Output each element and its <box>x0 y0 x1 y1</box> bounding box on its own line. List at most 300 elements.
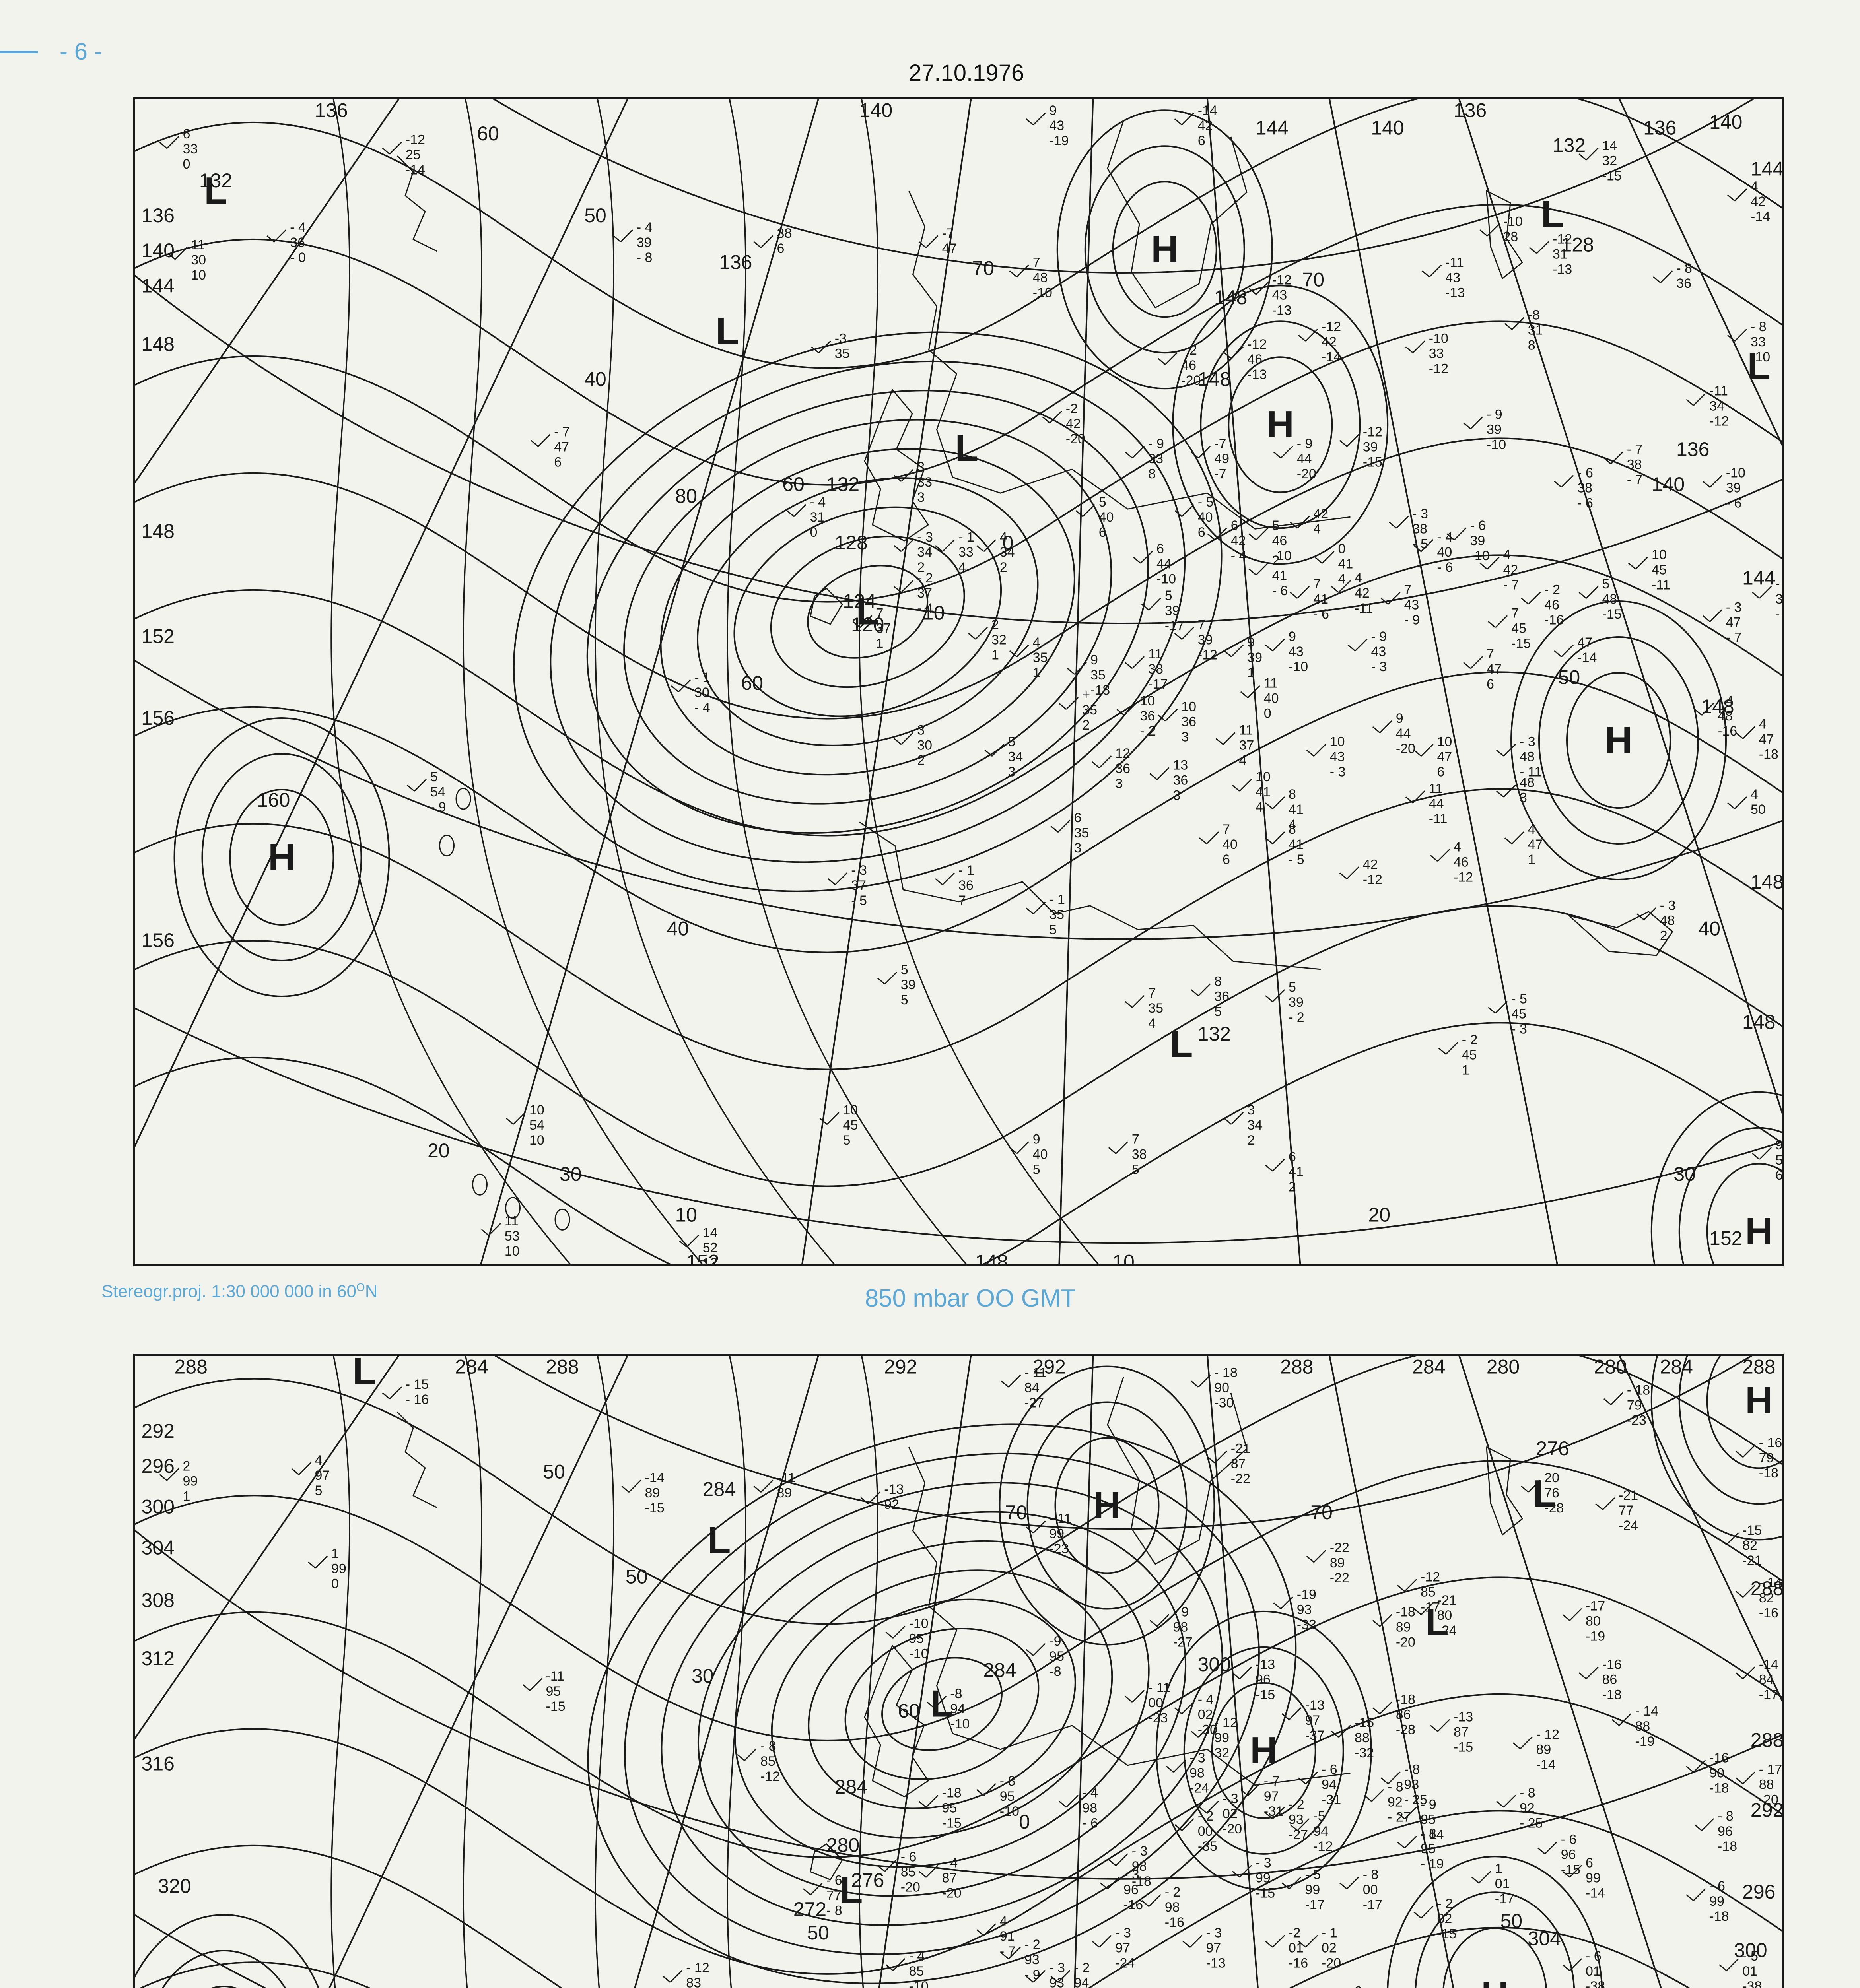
wind-barb <box>1174 1760 1186 1772</box>
station-plot <box>1026 1634 1064 1679</box>
station-value: -11 <box>546 1668 565 1684</box>
station-plot <box>1125 436 1164 481</box>
low-pressure-marker: L <box>930 1682 954 1725</box>
wind-barb <box>1182 113 1194 125</box>
station-value: -16 <box>1544 612 1564 628</box>
wind-barb <box>1388 592 1400 604</box>
wind-barb-feather <box>1150 774 1157 780</box>
station-plot <box>886 1616 929 1662</box>
station-plot <box>737 1739 780 1784</box>
wind-barb-feather <box>754 1486 761 1492</box>
station-plot <box>754 226 792 256</box>
station-value: 4 <box>1338 571 1346 587</box>
station-value: 25 <box>405 147 421 163</box>
station-value: 33 <box>1429 346 1444 361</box>
station-value: 1 <box>1032 665 1040 680</box>
wind-barb-feather <box>803 1889 810 1895</box>
wind-barb <box>1446 1042 1458 1054</box>
wind-barb <box>299 1463 311 1475</box>
station-plot <box>383 132 425 178</box>
station-value: -14 <box>645 1470 665 1485</box>
contour-label: 152 <box>141 625 175 648</box>
wind-barb-feather <box>523 1685 530 1691</box>
contour-label: 20 <box>427 1140 450 1162</box>
wind-barb <box>538 435 550 447</box>
station-value: - 8 <box>1421 1826 1436 1842</box>
station-value: 28 <box>1503 229 1518 245</box>
station-value: - 1 <box>958 530 974 545</box>
station-plot <box>1728 787 1766 817</box>
wind-barb-feather <box>977 546 984 551</box>
station-value: 01 <box>1289 1940 1304 1956</box>
station-value: - 5 <box>851 893 867 909</box>
station-value: 36 <box>290 235 305 250</box>
wind-barb <box>1273 1936 1285 1947</box>
wind-barb-feather <box>1736 1673 1743 1679</box>
station-value: -20 <box>942 1885 962 1901</box>
station-value: 42 <box>1503 562 1518 578</box>
station-value: -30 <box>1214 1395 1234 1411</box>
high-pressure-marker: H <box>1745 1209 1773 1252</box>
wind-barb <box>1240 1865 1252 1877</box>
contour-label: 288 <box>1742 1355 1776 1378</box>
wind-barb <box>1586 1667 1598 1679</box>
wind-barb-feather <box>1026 908 1033 914</box>
wind-barb <box>1504 1795 1516 1807</box>
station-value: - 16 <box>405 1392 429 1408</box>
station-value: 10 <box>1181 699 1197 714</box>
wind-barb <box>1215 1451 1227 1463</box>
wind-barb-feather <box>828 879 835 885</box>
station-plot <box>787 495 826 540</box>
station-value: - 1 <box>958 863 974 878</box>
contour-label: 148 <box>1701 695 1734 718</box>
station-value: - 14 <box>1421 1827 1444 1842</box>
wind-barb-feather <box>1612 1720 1619 1726</box>
wind-barb-feather <box>1703 481 1710 487</box>
station-value: -10 <box>909 1646 929 1662</box>
wind-barb <box>1380 721 1392 733</box>
station-value: 8 <box>1289 787 1296 802</box>
station-plot <box>754 1470 796 1501</box>
station-plot <box>1282 1867 1325 1912</box>
wind-barb <box>1471 656 1483 668</box>
contour-label: 10 <box>922 602 945 624</box>
station-value: - 11 <box>1520 764 1542 780</box>
station-plot <box>894 722 932 768</box>
station-value: 5 <box>1032 1162 1040 1177</box>
station-value: - 6 <box>1470 518 1486 533</box>
station-value: 5 <box>900 992 908 1008</box>
station-value: 0 <box>331 1576 339 1592</box>
contour-label: 60 <box>477 122 499 145</box>
station-value: - 18 <box>1214 1365 1238 1380</box>
contour-label: 284 <box>455 1355 488 1378</box>
station-value: -12 <box>1313 1839 1333 1854</box>
wind-barb-feather <box>1397 1842 1405 1848</box>
station-value: 82 <box>1759 1590 1774 1606</box>
wind-barb <box>1561 645 1573 657</box>
wind-barb-feather <box>407 785 414 791</box>
station-value: 5 <box>843 1132 851 1148</box>
station-value: 47 <box>1759 732 1774 747</box>
station-value: 34 <box>1247 1117 1263 1133</box>
station-value: -15 <box>645 1500 665 1516</box>
wind-barb-feather <box>1125 662 1132 668</box>
station-value: -16 <box>1123 1897 1143 1912</box>
page-date: 27.10.1976 <box>908 60 1024 86</box>
wind-barb <box>1520 1737 1532 1749</box>
station-value: -10 <box>1726 465 1745 481</box>
station-value: 31 <box>1553 247 1568 262</box>
station-value: 48 <box>1602 591 1617 607</box>
station-value: 4 <box>1032 635 1040 650</box>
station-value: 36 <box>1676 276 1692 291</box>
wind-barb <box>1099 1936 1111 1947</box>
station-value: 93 <box>1296 1602 1312 1617</box>
station-plot <box>622 1470 665 1516</box>
station-value: -27 <box>1173 1635 1193 1650</box>
station-plot <box>1166 1750 1209 1796</box>
station-plot <box>861 1482 904 1512</box>
station-value: 35 <box>1074 825 1089 841</box>
wind-barb <box>1240 1667 1252 1679</box>
wind-barb <box>1058 820 1070 832</box>
station-value: 47 <box>1577 635 1593 650</box>
wind-barb <box>926 236 938 248</box>
station-value: -11 <box>1445 255 1464 270</box>
wind-barb <box>1479 1871 1491 1883</box>
station-value: -16 <box>1709 1750 1729 1766</box>
wind-barb-feather <box>754 242 761 248</box>
station-value: 9 <box>1247 635 1255 650</box>
station-value: 37 <box>876 621 891 636</box>
station-plot <box>267 220 306 265</box>
station-value: -10 <box>1032 285 1052 301</box>
station-value: - 6 <box>1577 495 1593 511</box>
station-value: - 8 <box>1718 1809 1734 1824</box>
station-value: -16 <box>1602 1657 1622 1672</box>
station-value: -33 <box>1296 1617 1316 1633</box>
wind-barb <box>1132 446 1144 458</box>
station-value: -21 <box>1619 1487 1638 1503</box>
station-value: 32 <box>1602 153 1617 169</box>
wind-barb-feather <box>1736 1591 1743 1597</box>
station-plot <box>1241 1774 1283 1819</box>
wind-barb-feather <box>160 142 167 148</box>
station-plot <box>1026 1511 1071 1557</box>
station-value: 7 <box>1032 255 1040 270</box>
station-value: - 6 <box>1577 465 1593 481</box>
station-value: 14 <box>1602 138 1617 153</box>
contour-label: 288 <box>174 1355 208 1378</box>
station-value: 4 <box>1759 716 1767 732</box>
station-value: -13 <box>1445 285 1465 301</box>
station-value: 85 <box>1421 1584 1436 1600</box>
station-value: 3 <box>1775 591 1783 607</box>
station-plot <box>482 1213 520 1259</box>
station-plot <box>1381 582 1420 628</box>
station-value: 84 <box>1759 1672 1774 1687</box>
wind-barb <box>1083 505 1095 516</box>
station-value: -16 <box>1759 1606 1778 1621</box>
station-value: -10 <box>1429 331 1448 346</box>
wind-barb <box>1182 505 1194 516</box>
station-value: - 4 <box>636 220 653 235</box>
station-value: -19 <box>1049 133 1069 149</box>
station-plot <box>1142 1885 1184 1930</box>
station-value: -38 <box>1586 1979 1605 1988</box>
low-pressure-marker: L <box>352 1354 376 1393</box>
station-plot <box>977 1774 1019 1819</box>
station-value: 39 <box>1487 422 1502 437</box>
high-pressure-marker: H <box>1250 1729 1278 1772</box>
contour-label: 136 <box>1676 438 1710 460</box>
station-plot <box>812 331 850 361</box>
station-plot <box>985 734 1023 780</box>
contour-label: 30 <box>559 1163 582 1185</box>
station-value: -10 <box>909 1979 929 1988</box>
contour-label: 300 <box>1197 1653 1231 1675</box>
contour-label: 288 <box>546 1355 579 1378</box>
station-value: -15 <box>1355 1715 1374 1731</box>
station-plot <box>1430 839 1473 885</box>
station-value: - 6 <box>1313 606 1329 622</box>
station-value: 38 <box>1412 521 1428 537</box>
station-value: - 7 <box>554 424 570 440</box>
wind-barb-feather <box>1241 692 1248 698</box>
station-value: - 3 <box>851 863 867 878</box>
station-value: 96 <box>1561 1847 1576 1862</box>
wind-barb <box>1743 1772 1755 1784</box>
station-value: 36 <box>1214 989 1230 1004</box>
wind-barb-feather <box>1728 803 1735 809</box>
station-value: 48 <box>1520 775 1535 790</box>
map-frame <box>134 98 1783 1266</box>
wind-barb-feather <box>1422 271 1429 277</box>
station-plot <box>1596 1488 1638 1533</box>
station-value: -23 <box>1627 1413 1646 1428</box>
station-value: -18 <box>1709 1909 1729 1924</box>
station-plot <box>1224 1103 1262 1148</box>
station-value: 11 <box>1148 646 1162 662</box>
station-value: -11 <box>777 1470 796 1485</box>
station-value: 46 <box>1181 357 1197 373</box>
station-value: 6 <box>1586 1855 1593 1871</box>
station-value: 46 <box>1272 533 1287 548</box>
station-value: - 12 <box>686 1960 709 1976</box>
contour-label: 300 <box>1734 1939 1767 1961</box>
station-value: 46 <box>1454 854 1469 870</box>
meridian-line <box>1123 97 1569 1266</box>
wind-barb <box>1116 1854 1128 1866</box>
coastline <box>909 1447 1351 1785</box>
station-plot <box>1348 629 1387 674</box>
station-value: -10 <box>1156 571 1176 587</box>
wind-barb <box>621 230 633 242</box>
contour-label: 60 <box>782 473 805 496</box>
high-pressure-marker: H <box>1266 403 1294 446</box>
station-plot <box>1265 822 1304 867</box>
station-value: - 17 <box>1759 1762 1782 1777</box>
station-value: 45 <box>1511 1006 1527 1022</box>
contour-label: 136 <box>315 99 348 122</box>
wind-barb <box>1132 1690 1144 1702</box>
station-value: 1 <box>331 1546 339 1561</box>
station-value: - 5 <box>1511 991 1527 1007</box>
contour-label: 280 <box>826 1834 860 1856</box>
wind-barb <box>1421 1906 1433 1918</box>
station-value: -13 <box>1272 303 1292 318</box>
station-plot <box>1290 577 1329 622</box>
station-value: -28 <box>1395 1722 1415 1738</box>
station-value: 3 <box>1520 790 1527 806</box>
isotherm-line <box>331 97 579 1266</box>
station-value: 2 <box>991 617 999 633</box>
station-plot <box>1191 1365 1238 1411</box>
station-value: - 0 <box>290 250 306 266</box>
wind-barb-feather <box>1059 703 1066 709</box>
station-value: 39 <box>1164 603 1180 619</box>
station-plot <box>1554 635 1597 665</box>
station-value: 97 <box>315 1468 330 1483</box>
station-value: - 6 <box>1561 1832 1577 1847</box>
station-value: 5 <box>1775 1153 1783 1168</box>
station-value: 1 <box>1495 1861 1502 1877</box>
station-value: 33 <box>958 545 974 560</box>
station-value: 6 <box>1775 1168 1783 1183</box>
wind-barb-feather <box>1538 1848 1545 1854</box>
station-value: 6 <box>1437 764 1445 780</box>
wind-barb <box>1314 744 1326 756</box>
station-value: 5 <box>1049 922 1057 938</box>
station-plot <box>383 1377 429 1407</box>
station-plot <box>1488 606 1531 651</box>
wind-barb <box>1347 1877 1359 1889</box>
station-value: 45 <box>1462 1047 1477 1063</box>
station-value: 37 <box>851 878 867 893</box>
station-value: 36 <box>1140 708 1155 724</box>
station-value: -7 <box>1214 436 1226 451</box>
station-value: 99 <box>1256 1870 1271 1886</box>
station-value: -24 <box>1619 1518 1638 1533</box>
station-value: -10 <box>1503 214 1523 229</box>
station-value: -21 <box>1230 1441 1250 1456</box>
station-value: -31 <box>1322 1792 1341 1807</box>
wind-barb-feather <box>1430 855 1438 861</box>
station-value: -18 <box>1709 1780 1729 1796</box>
station-value: - 8 <box>760 1738 776 1754</box>
station-value: -14 <box>1751 209 1771 225</box>
wind-barb <box>1504 785 1516 797</box>
station-value: - 2 <box>1181 342 1197 358</box>
contour-label: 280 <box>1486 1355 1520 1378</box>
station-value: 92 <box>1388 1794 1403 1810</box>
station-plot <box>1422 255 1465 300</box>
station-plot <box>1307 1540 1349 1586</box>
station-value: -12 <box>1362 424 1382 440</box>
station-value: -10 <box>1751 349 1771 365</box>
map-700mbar <box>133 1354 1784 1988</box>
station-value: 9 <box>1090 652 1098 668</box>
station-value: 10 <box>1140 693 1155 709</box>
station-value: -12 <box>405 132 425 148</box>
contour-label: 140 <box>1371 116 1404 139</box>
station-value: 1 <box>876 636 884 651</box>
station-value: 11 <box>1239 722 1253 738</box>
station-value: 34 <box>917 545 933 560</box>
station-value: - 3 <box>1223 1791 1238 1806</box>
wind-barb <box>943 540 954 551</box>
wind-barb-feather <box>531 441 538 447</box>
station-value: 31 <box>1528 322 1543 338</box>
station-value: 3 <box>1008 764 1016 780</box>
station-value: 47 <box>1726 615 1741 630</box>
contour-label: 50 <box>543 1460 566 1483</box>
wind-barb <box>976 627 987 639</box>
station-value: 8 <box>1289 822 1296 837</box>
contour-label: 288 <box>1280 1355 1314 1378</box>
station-value: 01 <box>1586 1964 1601 1979</box>
station-value: 41 <box>1313 591 1329 607</box>
page-number-rule <box>0 51 38 53</box>
station-value: 0 <box>183 156 190 172</box>
station-value: - 4 <box>1082 1785 1098 1801</box>
station-value: -10 <box>909 1616 929 1631</box>
wind-barb <box>868 1492 880 1504</box>
station-value: - 9 <box>1487 407 1502 422</box>
isotherm-line <box>463 1354 711 1988</box>
contour-label: 144 <box>1750 157 1784 180</box>
wind-barb-feather <box>1125 452 1132 458</box>
station-value: 3 <box>1181 729 1189 745</box>
station-value: 47 <box>1528 837 1543 852</box>
wind-barb <box>1537 242 1549 254</box>
station-value: 6 <box>1487 677 1494 692</box>
station-value: - 2 <box>917 571 933 586</box>
wind-barb <box>1033 902 1045 914</box>
station-value: 11 <box>1429 781 1443 796</box>
wind-barb <box>1066 1795 1078 1807</box>
wind-barb-feather <box>977 1790 984 1796</box>
station-value: - 6 <box>900 1849 917 1865</box>
station-value: 80 <box>1586 1613 1601 1629</box>
station-value: 95 <box>909 1631 924 1646</box>
wind-barb-feather <box>1579 592 1586 598</box>
station-value: 98 <box>1189 1765 1205 1781</box>
station-value: 85 <box>900 1864 916 1880</box>
station-value: - 3 <box>1660 898 1676 913</box>
station-value: 7 <box>958 893 966 909</box>
wind-barb-feather <box>1340 1883 1347 1889</box>
station-value: - 5 <box>1742 1949 1758 1964</box>
wind-barb <box>1429 265 1441 277</box>
station-value: 8 <box>1214 974 1222 989</box>
map-850mbar-caption: 850 mbar OO GMT <box>865 1285 1076 1312</box>
station-value: - 3 <box>1412 506 1428 522</box>
station-value: 41 <box>1289 837 1304 852</box>
wind-barb <box>1710 476 1722 487</box>
station-value: -15 <box>1437 1926 1457 1942</box>
wind-barb-feather <box>968 633 976 639</box>
station-value: -10 <box>1470 548 1490 563</box>
contour-label: 160 <box>257 789 290 811</box>
station-value: 35 <box>1049 907 1065 922</box>
high-pressure-marker: H <box>1605 719 1633 761</box>
station-value: 5 <box>900 962 908 977</box>
station-value: 39 <box>1197 632 1213 648</box>
station-plot <box>1232 769 1271 815</box>
